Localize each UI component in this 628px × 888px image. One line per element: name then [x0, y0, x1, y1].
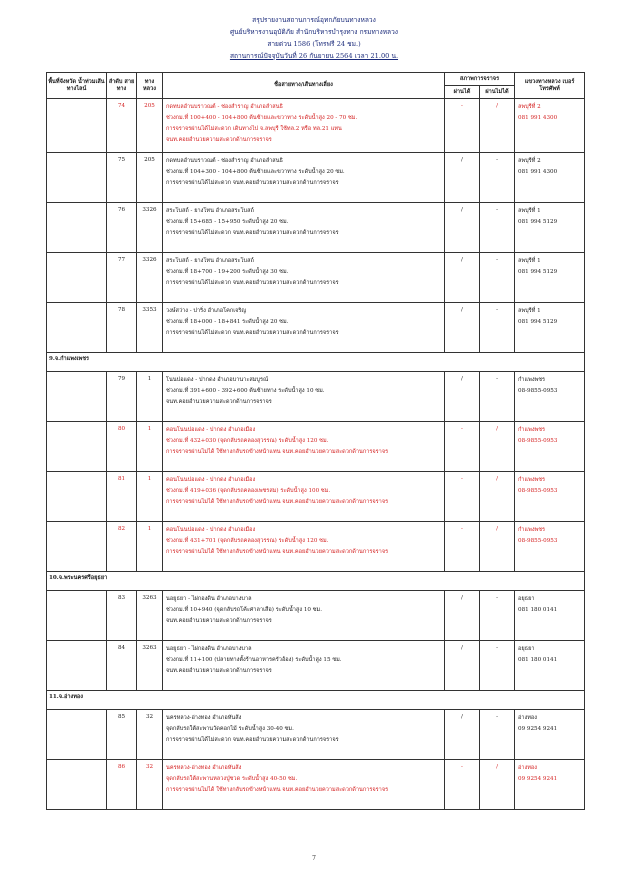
description-line: การจราจรผ่านได้ไม่สะดวก เดินทางไป จ.ลพบุรี ใช้ทล.2 หรือ ทล.21 แทน — [166, 126, 342, 132]
description-line: การจราจรผ่านไม่ได้ ใช้ทางกลับรถข้างหน้าแทน จนท.คอยอำนวยความสะดวกด้านการจราจร — [166, 787, 389, 793]
description-line: การจราจรผ่านได้ไม่สะดวก จนท.คอยอำนวยความสะดวกด้านการจราจร — [166, 180, 339, 186]
row-number: 85 — [107, 710, 137, 760]
phone-number: 09 9254 9241 — [518, 726, 558, 732]
table-row — [47, 422, 585, 472]
description-line: ช่วงกม.ที่ 391+600 - 392+600 ต้นซ้ายทาง ระดับน้ำสูง 10 ซม. — [166, 388, 325, 394]
district-contact — [515, 472, 585, 522]
impassable-mark: - — [480, 253, 515, 303]
phone-number: 081 180 0141 — [518, 607, 558, 613]
highway-number: 205 — [137, 153, 163, 203]
district-name: อ่างทอง — [518, 715, 538, 721]
description-line: โนนปอแดง - ปากดง อำเภอบานาะสมบูรณ์ — [166, 377, 269, 383]
district-contact — [515, 522, 585, 572]
route-description — [163, 153, 445, 203]
passable-mark: / — [445, 372, 480, 422]
description-line: การจราจรผ่านไม่ได้ ใช้ทางกลับรถข้างหน้าแทน จนท.คอยอำนวยความสะดวกด้านการจราจร — [166, 449, 389, 455]
passable-mark: - — [445, 472, 480, 522]
col-route-header: ทาง หลวง — [137, 73, 163, 99]
phone-number: 081 991 4300 — [518, 115, 558, 121]
header-agency: ศูนย์บริหารงานอุบัติภัย สำนักบริหารบำรุงทาง กรมทางหลวง — [229, 28, 399, 36]
route-description — [163, 641, 445, 691]
impassable-mark: - — [480, 153, 515, 203]
district-contact — [515, 760, 585, 810]
district-name: อ่างทอง — [518, 765, 538, 771]
passable-mark: - — [445, 760, 480, 810]
description-line: การจราจรผ่านได้ไม่สะดวก จนท.คอยอำนวยความสะดวกด้านการจราจร — [166, 230, 339, 236]
impassable-mark: / — [480, 760, 515, 810]
table-row — [47, 472, 585, 522]
phone-number: 09 9254 9241 — [518, 776, 558, 782]
description-line: ช่วงกม.ที่ 431+701 (จุดกลับรถคลองสุวรรณ) ระดับน้ำสูง 120 ซม. — [166, 538, 329, 544]
province-label: 11.จ.อ่างทอง — [47, 691, 585, 710]
district-name: อยุธยา — [518, 646, 535, 652]
header-hotline: สายด่วน 1586 (โทรฟรี 24 ชม.) — [267, 40, 361, 48]
impassable-mark: - — [480, 710, 515, 760]
route-description — [163, 760, 445, 810]
table-row — [47, 203, 585, 253]
passable-mark: / — [445, 253, 480, 303]
district-name: กำแพงพชร — [518, 427, 546, 433]
description-line: จุดกลับรถใต้สะพานวัดคอกไม้ ระดับน้ำสูง 30-40 ซม. — [166, 726, 294, 732]
description-line: ช่วงกม.ที่ 15+685 - 15+950 ระดับน้ำสูง 20 ซม. — [166, 219, 289, 225]
impassable-mark: / — [480, 99, 515, 153]
province-cell — [47, 472, 107, 522]
province-cell — [47, 203, 107, 253]
highway-number: 3326 — [137, 253, 163, 303]
row-number: 76 — [107, 203, 137, 253]
route-description — [163, 710, 445, 760]
province-cell — [47, 303, 107, 353]
province-cell — [47, 253, 107, 303]
description-line: คอนโนนปอแดง - ปากดง อำเภอเมือง — [166, 527, 256, 533]
impassable-mark: / — [480, 422, 515, 472]
province-cell — [47, 99, 107, 153]
description-line: ช่วงกม.ที่ 432+030 (จุดกลับรถคลองสุวรรณ) ระดับน้ำสูง 120 ซม. — [166, 438, 329, 444]
district-contact — [515, 641, 585, 691]
description-line: การจราจรผ่านได้ไม่สะดวก จนท.คอยอำนวยความสะดวกด้านการจราจร — [166, 330, 339, 336]
table-row — [47, 591, 585, 641]
province-cell — [47, 522, 107, 572]
phone-number: 081 994 5129 — [518, 319, 558, 325]
description-line: นครหลวง-อ่างทอง อำเภอหันส้ง — [166, 715, 242, 721]
row-number: 83 — [107, 591, 137, 641]
description-line: การจราจรผ่านได้ไม่สะดวก จนท.คอยอำนวยความสะดวกด้านการจราจร — [166, 737, 339, 743]
impassable-mark: - — [480, 372, 515, 422]
highway-number: 3326 — [137, 203, 163, 253]
phone-number: 081 994 5129 — [518, 219, 558, 225]
header-title: สรุปรายงานสถานการณ์อุทกภัยบนทางหลวง — [252, 16, 376, 24]
table-row — [47, 641, 585, 691]
route-description — [163, 303, 445, 353]
row-number: 78 — [107, 303, 137, 353]
district-name: ลพบุรีที่ 1 — [518, 308, 541, 314]
description-line: ช่วงกม.ที่ 100+400 - 104+800 ต้นซ้ายและขวาทาง ระดับน้ำสูง 20 - 70 ซม. — [166, 115, 358, 121]
province-cell — [47, 153, 107, 203]
description-line: การจราจรผ่านได้ไม่สะดวก จนท.คอยอำนวยความสะดวกด้านการจราจร — [166, 280, 339, 286]
table-row — [47, 372, 585, 422]
district-contact — [515, 303, 585, 353]
passable-mark: - — [445, 522, 480, 572]
table-row — [47, 760, 585, 810]
route-description — [163, 591, 445, 641]
district-name: กำแพงพชร — [518, 477, 546, 483]
highway-number: 1 — [137, 472, 163, 522]
district-name: ลพบุรีที่ 1 — [518, 258, 541, 264]
description-line: นอยูธยา - ไผ่กองดิน อำเภอบางบาล — [166, 646, 252, 652]
passable-mark: / — [445, 303, 480, 353]
highway-number: 32 — [137, 760, 163, 810]
description-line: จนท.คอยอำนวยความสะดวกด้านการจราจร — [166, 399, 272, 405]
district-contact — [515, 253, 585, 303]
province-section-row — [47, 353, 585, 372]
impassable-mark: - — [480, 641, 515, 691]
col-traffic-status-header: สภาพการจราจร — [445, 73, 515, 86]
table-row — [47, 153, 585, 203]
phone-number: 081 991 4300 — [518, 169, 558, 175]
description-line: ช่วงกม.ที่ 10+940 (จุดกลับรถโค้ะศาลาเสือ) ระดับน้ำสูง 10 ซม. — [166, 607, 322, 613]
col-order-header: ลำดับ สายทาง — [107, 73, 137, 99]
province-cell — [47, 710, 107, 760]
province-cell — [47, 422, 107, 472]
passable-mark: / — [445, 591, 480, 641]
province-cell — [47, 591, 107, 641]
district-name: ลพบุรีที่ 2 — [518, 104, 541, 110]
phone-number: 08-9855-0953 — [518, 488, 558, 494]
description-line: นครหลวง-อ่างทอง อำเภอหันส้ง — [166, 765, 242, 771]
row-number: 81 — [107, 472, 137, 522]
col-passable-header: ผ่านได้ — [445, 86, 480, 99]
table-row — [47, 710, 585, 760]
province-cell — [47, 760, 107, 810]
col-province-header: พื้นที่จังหวัด น้ำท่วมเส้นทางไลน์ — [47, 73, 107, 99]
phone-number: 08-9855-0953 — [518, 388, 558, 394]
flood-report-table — [46, 72, 585, 810]
highway-number: 205 — [137, 99, 163, 153]
route-description — [163, 472, 445, 522]
passable-mark: / — [445, 710, 480, 760]
row-number: 80 — [107, 422, 137, 472]
passable-mark: / — [445, 203, 480, 253]
district-contact — [515, 99, 585, 153]
report-header — [0, 14, 628, 62]
description-line: ช่วงกม.ที่ 104+300 - 104+800 ต้นซ้ายและขวาทาง ระดับน้ำสูง 20 ซม. — [166, 169, 345, 175]
row-number: 74 — [107, 99, 137, 153]
district-contact — [515, 153, 585, 203]
highway-number: 32 — [137, 710, 163, 760]
route-description — [163, 253, 445, 303]
impassable-mark: - — [480, 591, 515, 641]
table-row — [47, 522, 585, 572]
district-name: ลพบุรีที่ 1 — [518, 208, 541, 214]
table-row — [47, 253, 585, 303]
col-description-header: ชื่อสายทาง/เส้นทางเลี่ยง — [163, 73, 445, 99]
passable-mark: / — [445, 641, 480, 691]
description-line: นอยูธยา - ไผ่กองดิน อำเภอบางบาล — [166, 596, 252, 602]
district-contact — [515, 203, 585, 253]
highway-number: 1 — [137, 372, 163, 422]
description-line: กดทบลอำนบราวณต์ - ช่องสำราญ อำเภอลำสนธิ — [166, 104, 283, 110]
row-number: 84 — [107, 641, 137, 691]
description-line: ช่วงกม.ที่ 419+036 (จุดกลับรถคลองเพชรสม) ระดับน้ำสูง 100 ซม. — [166, 488, 331, 494]
col-impassable-header: ผ่านไม่ได้ — [480, 86, 515, 99]
district-name: กำแพงพชร — [518, 377, 546, 383]
route-description — [163, 522, 445, 572]
description-line: คอนโนนปอแดง - ปากดง อำเภอเมือง — [166, 477, 256, 483]
route-description — [163, 372, 445, 422]
description-line: สระโบสถ์ - ยางโทน อำเภอสระโบสถ์ — [166, 258, 254, 264]
header-status-datetime: สถานการณ์ปัจจุบันวันที่ 26 กันยายน 2564 เวลา 21.00 น. — [229, 52, 399, 60]
table-row — [47, 303, 585, 353]
impassable-mark: / — [480, 472, 515, 522]
province-cell — [47, 372, 107, 422]
description-line: จนท.คอยอำนวยความสะดวกด้านการจราจร — [166, 668, 272, 674]
district-name: กำแพงพชร — [518, 527, 546, 533]
page-number: 7 — [312, 855, 316, 862]
impassable-mark: - — [480, 303, 515, 353]
description-line: การจราจรผ่านไม่ได้ ใช้ทางกลับรถข้างหน้าแทน จนท.คอยอำนวยความสะดวกด้านการจราจร — [166, 549, 389, 555]
passable-mark: / — [445, 153, 480, 203]
row-number: 86 — [107, 760, 137, 810]
passable-mark: - — [445, 99, 480, 153]
district-contact — [515, 422, 585, 472]
province-section-row — [47, 572, 585, 591]
district-contact — [515, 591, 585, 641]
description-line: ช่วงกม.ที่ 11+100 (ปลายทางตั้งร้านอาหารครัวอ้อง) ระดับน้ำสูง 15 ซม. — [166, 657, 342, 663]
row-number: 82 — [107, 522, 137, 572]
route-description — [163, 422, 445, 472]
row-number: 79 — [107, 372, 137, 422]
passable-mark: - — [445, 422, 480, 472]
description-line: ช่วงกม.ที่ 18+700 - 19+200 ระดับน้ำสูง 30 ซม. — [166, 269, 289, 275]
description-line: กดทบลอำนบราวณต์ - ช่องสำราญ อำเภอลำสนธิ — [166, 158, 283, 164]
district-name: อยุธยา — [518, 596, 535, 602]
highway-number: 3263 — [137, 591, 163, 641]
description-line: ช่วงกม.ที่ 18+000 - 18+841 ระดับน้ำสูง 20 ซม. — [166, 319, 289, 325]
district-contact — [515, 372, 585, 422]
col-contact-header: แขวงทางหลวง เบอร์โทรศัพท์ — [515, 73, 585, 99]
route-description — [163, 99, 445, 153]
table-row — [47, 99, 585, 153]
highway-number: 3353 — [137, 303, 163, 353]
province-cell — [47, 641, 107, 691]
description-line: จนท.คอยอำนวยความสะดวกด้านการจราจร — [166, 618, 272, 624]
description-line: สระโบสถ์ - ยางโทน อำเภอสระโบสถ์ — [166, 208, 254, 214]
province-section-row — [47, 691, 585, 710]
highway-number: 3263 — [137, 641, 163, 691]
impassable-mark: / — [480, 522, 515, 572]
district-contact — [515, 710, 585, 760]
description-line: จนท.คอยอำนวยความสะดวกด้านการจราจร — [166, 137, 272, 143]
phone-number: 081 994 5129 — [518, 269, 558, 275]
province-label: 9.จ.กำแพงเพชร — [47, 353, 585, 372]
district-name: ลพบุรีที่ 2 — [518, 158, 541, 164]
impassable-mark: - — [480, 203, 515, 253]
highway-number: 1 — [137, 522, 163, 572]
route-description — [163, 203, 445, 253]
description-line: การจราจรผ่านไม่ได้ ใช้ทางกลับรถข้างหน้าแทน จนท.คอยอำนวยความสะดวกด้านการจราจร — [166, 499, 389, 505]
highway-number: 1 — [137, 422, 163, 472]
row-number: 75 — [107, 153, 137, 203]
province-label: 10.จ.พระนครศรีอยุธยา — [47, 572, 585, 591]
phone-number: 08-9855-0953 — [518, 538, 558, 544]
description-line: จุดกลับรถใต้สะพานหลวงปู่ชวด ระดับน้ำสูง 40-50 ซม. — [166, 776, 298, 782]
row-number: 77 — [107, 253, 137, 303]
description-line: คอนโนนปอแดง - ปากดง อำเภอเมือง — [166, 427, 256, 433]
phone-number: 081 180 0141 — [518, 657, 558, 663]
report-rows — [47, 99, 585, 810]
phone-number: 08-9855-0953 — [518, 438, 558, 444]
description-line: วงษ์สว่าง - ปาริ่ง อำเภอโคกเจริญ — [166, 308, 247, 314]
